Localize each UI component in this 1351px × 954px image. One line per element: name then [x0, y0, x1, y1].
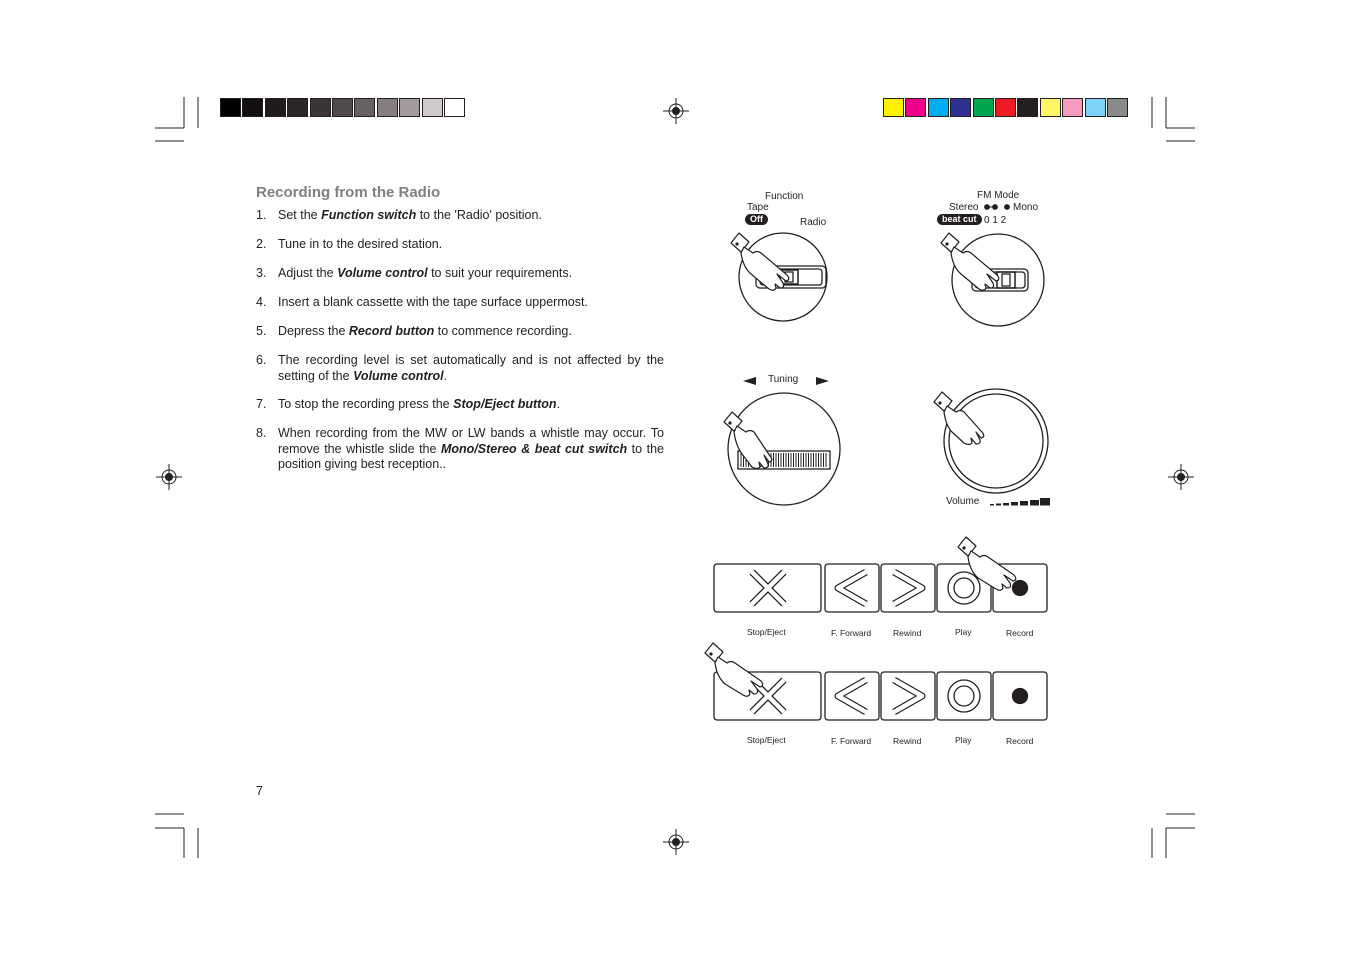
beat-cut-positions: 0 1 2: [984, 215, 1007, 226]
step-text: Adjust the Volume control to suit your requirements.: [278, 266, 573, 280]
step-text: Insert a blank cassette with the tape surface uppermost.: [278, 295, 588, 309]
volume-ramp-icon: [990, 498, 1050, 506]
page-number: 7: [256, 784, 263, 798]
step-number: 7.: [256, 397, 267, 411]
step-number: 2.: [256, 237, 267, 251]
step-number: 6.: [256, 353, 267, 367]
registration-target-bottom: [663, 829, 689, 855]
step-text: Set the Function switch to the 'Radio' position.: [278, 208, 542, 222]
step-number: 8.: [256, 426, 267, 440]
record-label: Record: [1006, 736, 1034, 746]
rewind-label: Rewind: [893, 736, 922, 746]
function-label: Function: [765, 191, 804, 202]
step-number: 1.: [256, 208, 267, 222]
registration-target-top: [663, 98, 689, 124]
pointing-hand-icon: [724, 412, 772, 469]
tune-up-arrow-icon: [816, 377, 829, 385]
f-forward-label: F. Forward: [831, 736, 872, 746]
step-number: 3.: [256, 266, 267, 280]
pointing-hand-icon: [941, 233, 999, 290]
tune-down-arrow-icon: [743, 377, 756, 385]
rewind-label: Rewind: [893, 628, 922, 638]
tuning-label: Tuning: [768, 374, 799, 385]
stereo-mono-icon: [985, 205, 1010, 210]
pointing-hand-icon: [934, 392, 984, 445]
off-badge: Off: [745, 214, 768, 225]
play-label: Play: [955, 735, 972, 745]
transport-buttons-bottom: [714, 672, 1047, 720]
stop-eject-label: Stop/Eject: [747, 735, 786, 745]
step-number: 4.: [256, 295, 267, 309]
volume-dial-illustration: [944, 389, 1048, 493]
mono-label: Mono: [1013, 202, 1039, 213]
step-text: The recording level is set automatically and is not affected by the setting of the Volume control.: [278, 353, 664, 383]
volume-label: Volume: [946, 496, 980, 507]
step-text: Tune in to the desired station.: [278, 237, 443, 251]
stereo-label: Stereo: [949, 202, 979, 213]
beat-cut-badge: beat cut: [937, 214, 982, 225]
registration-target-left: [156, 464, 182, 490]
tape-label: Tape: [747, 202, 769, 213]
radio-label: Radio: [800, 217, 827, 228]
registration-target-right: [1168, 464, 1194, 490]
step-number: 5.: [256, 324, 267, 338]
step-text: To stop the recording press the Stop/Eject button.: [278, 397, 561, 411]
play-label: Play: [955, 627, 972, 637]
step-text: Depress the Record button to commence recording.: [278, 324, 572, 338]
stop-eject-label: Stop/Eject: [747, 627, 786, 637]
record-label: Record: [1006, 628, 1034, 638]
step-text: When recording from the MW or LW bands a whistle may occur. To remove the whistle slide the Mono/Stereo & beat cut switch to the position giving best reception..: [278, 426, 665, 471]
fm-mode-label: FM Mode: [977, 190, 1020, 201]
f-forward-label: F. Forward: [831, 628, 872, 638]
section-title: Recording from the Radio: [256, 184, 441, 201]
